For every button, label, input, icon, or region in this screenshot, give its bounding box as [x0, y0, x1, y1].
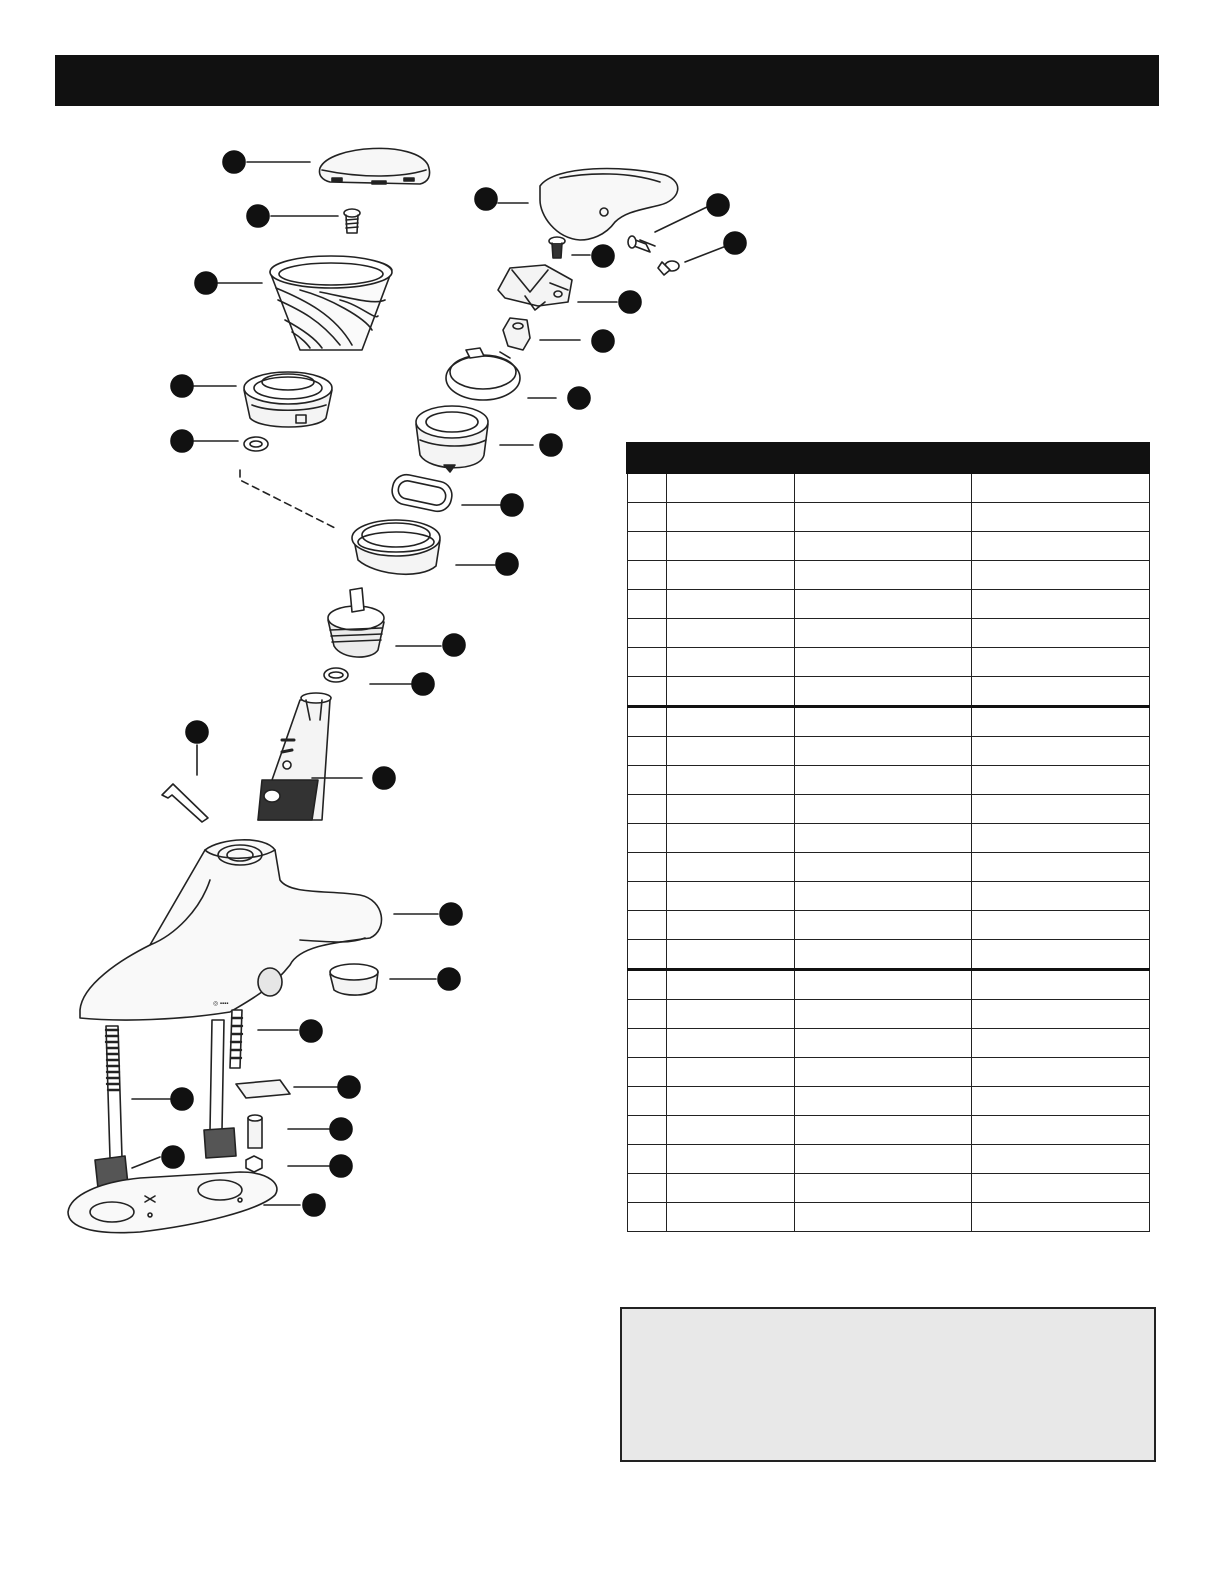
table-row — [627, 1174, 1149, 1203]
cam-insert-part — [503, 318, 530, 350]
table-row — [627, 911, 1149, 940]
marker-20 — [440, 903, 462, 925]
marker-6 — [475, 188, 497, 210]
table-cell — [666, 532, 794, 561]
table-row — [627, 1145, 1149, 1174]
table-cell — [627, 473, 666, 503]
supply-tube-left — [95, 1026, 128, 1188]
table-cell — [971, 619, 1149, 648]
table-cell — [666, 677, 794, 707]
marker-13 — [540, 434, 562, 456]
table-cell — [627, 677, 666, 707]
table-cell — [627, 532, 666, 561]
table-cell — [666, 824, 794, 853]
bushing-part — [416, 406, 488, 472]
table-cell — [627, 824, 666, 853]
table-cell — [794, 1174, 971, 1203]
table-cell — [794, 940, 971, 970]
table-cell — [627, 1145, 666, 1174]
table-cell — [627, 1174, 666, 1203]
table-cell — [627, 1203, 666, 1232]
retaining-ring-part — [446, 348, 520, 400]
marker-9 — [592, 245, 614, 267]
table-cell — [627, 590, 666, 619]
table-cell — [794, 532, 971, 561]
table-row — [627, 1058, 1149, 1087]
table-row — [627, 853, 1149, 882]
marker-14 — [501, 494, 523, 516]
table-cell — [971, 795, 1149, 824]
table-cell — [627, 1087, 666, 1116]
stem-nut-part — [328, 588, 384, 657]
handle-screw-part — [344, 209, 360, 233]
table-row — [627, 503, 1149, 532]
table-cell — [971, 1174, 1149, 1203]
marker-7 — [707, 194, 729, 216]
small-washer-part — [244, 437, 268, 451]
table-cell — [794, 590, 971, 619]
marker-11 — [592, 330, 614, 352]
table-cell — [666, 882, 794, 911]
table-cell — [794, 707, 971, 737]
table-cell — [627, 853, 666, 882]
table-cell — [971, 737, 1149, 766]
table-row — [627, 1087, 1149, 1116]
mounting-stud-part — [230, 1010, 242, 1068]
table-cell — [971, 677, 1149, 707]
table-cell — [794, 1116, 971, 1145]
table-row — [627, 473, 1149, 503]
hex-nut-part — [246, 1156, 262, 1172]
table-row — [627, 707, 1149, 737]
parts-table — [626, 442, 1150, 1232]
table-cell — [627, 795, 666, 824]
table-cell — [971, 1058, 1149, 1087]
svg-text:◎ ▪▪▪▪: ◎ ▪▪▪▪ — [213, 1001, 229, 1007]
aerator-part — [330, 964, 378, 995]
table-cell — [794, 737, 971, 766]
marker-4 — [171, 375, 193, 397]
table-cell — [971, 648, 1149, 677]
table-row — [627, 1000, 1149, 1029]
table-cell — [971, 882, 1149, 911]
marker-8 — [724, 232, 746, 254]
table-cell — [666, 561, 794, 590]
table-cell — [794, 1203, 971, 1232]
table-row — [627, 970, 1149, 1000]
table-row — [627, 677, 1149, 707]
table-cell — [794, 473, 971, 503]
marker-3 — [195, 272, 217, 294]
table-cell — [794, 677, 971, 707]
table-cell — [971, 853, 1149, 882]
marker-17 — [412, 673, 434, 695]
table-cell — [971, 1000, 1149, 1029]
table-cell — [666, 590, 794, 619]
table-cell — [666, 619, 794, 648]
marker-19 — [186, 721, 208, 743]
bracket-part — [236, 1080, 290, 1098]
table-cell — [666, 1145, 794, 1174]
o-ring-part — [390, 472, 455, 514]
table-cell — [627, 1116, 666, 1145]
header-cell — [627, 443, 666, 473]
marker-28 — [162, 1146, 184, 1168]
table-cell — [666, 766, 794, 795]
table-cell — [794, 853, 971, 882]
spacer-part — [248, 1115, 262, 1148]
table-cell — [627, 940, 666, 970]
table-row — [627, 795, 1149, 824]
table-cell — [794, 619, 971, 648]
table-row — [627, 882, 1149, 911]
table-cell — [666, 503, 794, 532]
table-cell — [627, 619, 666, 648]
table-cell — [627, 1029, 666, 1058]
table-cell — [794, 1000, 971, 1029]
table-cell — [666, 1029, 794, 1058]
table-cell — [666, 1116, 794, 1145]
header-cell — [971, 443, 1149, 473]
table-cell — [627, 766, 666, 795]
marker-24 — [330, 1118, 352, 1140]
marker-27 — [171, 1088, 193, 1110]
table-cell — [627, 911, 666, 940]
table-cell — [627, 503, 666, 532]
table-row — [627, 1203, 1149, 1232]
note-box — [620, 1307, 1156, 1462]
header-cell — [794, 443, 971, 473]
table-cell — [794, 911, 971, 940]
marker-16 — [443, 634, 465, 656]
table-cell — [971, 911, 1149, 940]
table-cell — [971, 590, 1149, 619]
table-row — [627, 590, 1149, 619]
lever-screw-part — [549, 237, 565, 258]
marker-25 — [330, 1155, 352, 1177]
escutcheon-part — [352, 520, 440, 574]
table-cell — [971, 1116, 1149, 1145]
table-cell — [794, 766, 971, 795]
table-row — [627, 940, 1149, 970]
table-cell — [794, 795, 971, 824]
marker-22 — [300, 1020, 322, 1042]
table-cell — [971, 766, 1149, 795]
marker-23 — [338, 1076, 360, 1098]
marker-1 — [223, 151, 245, 173]
adapter-part — [498, 265, 572, 310]
table-cell — [794, 1029, 971, 1058]
table-cell — [794, 648, 971, 677]
retaining-clip-part — [162, 784, 208, 822]
table-cell — [627, 648, 666, 677]
table-row — [627, 1116, 1149, 1145]
table-cell — [666, 911, 794, 940]
table-cell — [666, 1203, 794, 1232]
table-cell — [627, 1058, 666, 1087]
table-cell — [666, 707, 794, 737]
table-cell — [971, 503, 1149, 532]
table-cell — [666, 737, 794, 766]
table-cell — [666, 648, 794, 677]
table-cell — [666, 853, 794, 882]
table-cell — [666, 1087, 794, 1116]
marker-15 — [496, 553, 518, 575]
plug-button-part — [658, 261, 679, 275]
table-cell — [794, 1145, 971, 1174]
table-cell — [666, 1000, 794, 1029]
table-cell — [971, 824, 1149, 853]
table-cell — [794, 1058, 971, 1087]
table-cell — [666, 1174, 794, 1203]
table-row — [627, 824, 1149, 853]
table-cell — [971, 532, 1149, 561]
lever-handle-part — [540, 169, 678, 240]
table-cell — [971, 1029, 1149, 1058]
table-cell — [794, 970, 971, 1000]
table-cell — [794, 824, 971, 853]
marker-5 — [171, 430, 193, 452]
table-cell — [666, 473, 794, 503]
cap-part — [319, 148, 429, 184]
marker-21 — [438, 968, 460, 990]
marker-12 — [568, 387, 590, 409]
table-row — [627, 619, 1149, 648]
table-row — [627, 737, 1149, 766]
table-cell — [666, 940, 794, 970]
cartridge-part — [258, 693, 331, 820]
table-cell — [971, 970, 1149, 1000]
knob-handle-part — [270, 256, 392, 350]
parts-table-header — [627, 443, 1149, 473]
table-row — [627, 1029, 1149, 1058]
stem-washer-part — [324, 668, 348, 682]
table-cell — [627, 561, 666, 590]
table-cell — [971, 1087, 1149, 1116]
set-screw-part — [628, 236, 655, 252]
spout-body-part — [80, 840, 381, 1020]
table-row — [627, 766, 1149, 795]
table-cell — [666, 795, 794, 824]
table-cell — [627, 1000, 666, 1029]
table-cell — [971, 1145, 1149, 1174]
marker-2 — [247, 205, 269, 227]
table-row — [627, 532, 1149, 561]
header-cell — [666, 443, 794, 473]
table-cell — [627, 707, 666, 737]
table-cell — [666, 1058, 794, 1087]
table-cell — [971, 707, 1149, 737]
table-cell — [627, 970, 666, 1000]
table-cell — [794, 503, 971, 532]
table-cell — [971, 940, 1149, 970]
table-row — [627, 561, 1149, 590]
table-cell — [971, 473, 1149, 503]
table-cell — [627, 882, 666, 911]
table-cell — [971, 1203, 1149, 1232]
bonnet-part — [244, 372, 332, 427]
parts-table-body — [627, 473, 1149, 1232]
table-cell — [794, 882, 971, 911]
table-cell — [971, 561, 1149, 590]
marker-18 — [373, 767, 395, 789]
marker-26 — [303, 1194, 325, 1216]
marker-10 — [619, 291, 641, 313]
table-cell — [794, 561, 971, 590]
table-row — [627, 648, 1149, 677]
table-cell — [627, 737, 666, 766]
table-cell — [794, 1087, 971, 1116]
table-cell — [666, 970, 794, 1000]
